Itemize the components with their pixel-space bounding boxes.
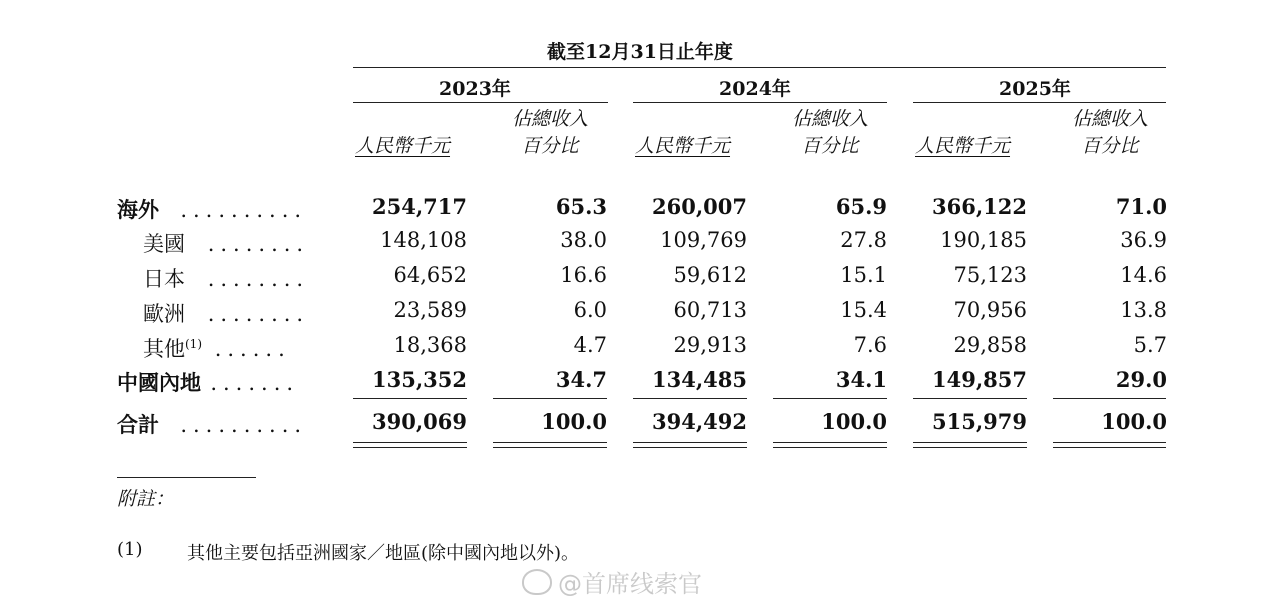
cell-usa-2024-pct: 27.8 xyxy=(840,228,887,252)
cell-usa-2025-pct: 36.9 xyxy=(1120,228,1167,252)
total-rule-6 xyxy=(1053,398,1166,399)
double-rule-top-1 xyxy=(353,442,467,443)
leader-dots: .......... xyxy=(180,198,308,222)
subheader-pct-line2: 百分比 xyxy=(801,135,859,157)
leader-dots: .......... xyxy=(180,413,308,437)
double-rule-bottom-3 xyxy=(633,447,747,448)
subheader-pct-2024 xyxy=(775,106,885,160)
cell-mainland-2025-pct: 29.0 xyxy=(1115,367,1167,392)
cell-mainland-2023-pct: 34.7 xyxy=(555,367,607,392)
double-rule-top-3 xyxy=(633,442,747,443)
year-2025: 2025年 xyxy=(999,78,1071,100)
subheader-pct-line1: 佔總收入 xyxy=(1071,108,1148,130)
cell-europe-2025-rmb: 70,956 xyxy=(953,298,1027,322)
total-rule-5 xyxy=(913,398,1027,399)
year-2023: 2023年 xyxy=(439,78,511,100)
year-2024: 2024年 xyxy=(719,78,791,100)
watermark xyxy=(522,564,702,599)
row-label-total xyxy=(117,409,307,439)
row-label-text: 日本 xyxy=(143,267,185,291)
period-heading: 截至12月31日止年度 xyxy=(547,41,733,63)
cell-others-2023-rmb: 18,368 xyxy=(393,333,467,357)
cell-japan-2025-pct: 14.6 xyxy=(1120,263,1167,287)
cell-others-2023-pct: 4.7 xyxy=(573,333,607,357)
double-rule-bottom-5 xyxy=(913,447,1027,448)
subheader-pct-line1: 佔總收入 xyxy=(791,108,868,130)
year-rule-2024 xyxy=(633,102,887,103)
cell-overseas-2025-pct: 71.0 xyxy=(1115,194,1167,219)
weibo-icon xyxy=(522,569,552,595)
cell-japan-2024-rmb: 59,612 xyxy=(673,263,747,287)
cell-usa-2024-rmb: 109,769 xyxy=(660,228,747,252)
subheader-rmb-2023: 人民幣千元 xyxy=(355,135,451,157)
cell-europe-2023-pct: 6.0 xyxy=(573,298,607,322)
row-label-overseas xyxy=(117,194,307,224)
cell-overseas-2023-rmb: 254,717 xyxy=(372,194,467,219)
subheader-pct-line2: 百分比 xyxy=(1081,135,1139,157)
footnote-marker: (1) xyxy=(117,539,143,560)
cell-overseas-2024-pct: 65.9 xyxy=(835,194,887,219)
leader-dots: ....... xyxy=(210,371,300,395)
double-rule-top-5 xyxy=(913,442,1027,443)
footnote-ref: (1) xyxy=(185,337,202,351)
notes-separator xyxy=(117,477,256,478)
notes-title: 附註： xyxy=(117,488,175,510)
row-label-europe xyxy=(143,298,309,328)
watermark-text: @首席线索官 xyxy=(558,570,702,598)
row-label-text: 歐洲 xyxy=(143,302,185,326)
cell-others-2024-rmb: 29,913 xyxy=(673,333,747,357)
cell-total-2025-pct: 100.0 xyxy=(1101,409,1167,434)
double-rule-top-6 xyxy=(1053,442,1166,443)
cell-total-2023-pct: 100.0 xyxy=(541,409,607,434)
cell-overseas-2025-rmb: 366,122 xyxy=(932,194,1027,219)
row-label-text: 美國 xyxy=(143,232,185,256)
cell-others-2025-pct: 5.7 xyxy=(1133,333,1167,357)
cell-japan-2023-rmb: 64,652 xyxy=(393,263,467,287)
row-label-text: 合計 xyxy=(117,412,159,437)
cell-mainland-2025-rmb: 149,857 xyxy=(932,367,1027,392)
leader-dots: ........ xyxy=(207,267,310,291)
cell-mainland-2023-rmb: 135,352 xyxy=(372,367,467,392)
double-rule-bottom-6 xyxy=(1053,447,1166,448)
cell-others-2024-pct: 7.6 xyxy=(853,333,887,357)
row-label-others xyxy=(143,333,291,363)
subheader-pct-2023 xyxy=(495,106,605,160)
cell-europe-2024-rmb: 60,713 xyxy=(673,298,747,322)
cell-mainland-2024-pct: 34.1 xyxy=(835,367,887,392)
row-label-usa xyxy=(143,228,309,258)
cell-others-2025-rmb: 29,858 xyxy=(953,333,1027,357)
subheader-rmb-2025: 人民幣千元 xyxy=(915,135,1011,157)
year-rule-2025 xyxy=(913,102,1166,103)
leader-dots: ........ xyxy=(207,302,310,326)
cell-japan-2025-rmb: 75,123 xyxy=(953,263,1027,287)
cell-total-2023-rmb: 390,069 xyxy=(372,409,467,434)
cell-usa-2025-rmb: 190,185 xyxy=(940,228,1027,252)
double-rule-top-2 xyxy=(493,442,607,443)
leader-dots: ...... xyxy=(214,337,291,361)
footnote-text: 其他主要包括亞洲國家／地區(除中國內地以外)。 xyxy=(187,543,580,564)
total-rule-2 xyxy=(493,398,607,399)
row-label-text: 中國內地 xyxy=(117,370,201,395)
cell-overseas-2023-pct: 65.3 xyxy=(555,194,607,219)
row-label-japan xyxy=(143,263,309,293)
cell-europe-2025-pct: 13.8 xyxy=(1120,298,1167,322)
cell-total-2024-pct: 100.0 xyxy=(821,409,887,434)
cell-mainland-2024-rmb: 134,485 xyxy=(652,367,747,392)
cell-usa-2023-pct: 38.0 xyxy=(560,228,607,252)
total-rule-3 xyxy=(633,398,747,399)
cell-overseas-2024-rmb: 260,007 xyxy=(652,194,747,219)
cell-japan-2023-pct: 16.6 xyxy=(560,263,607,287)
leader-dots: ........ xyxy=(207,232,310,256)
cell-europe-2023-rmb: 23,589 xyxy=(393,298,467,322)
cell-total-2024-rmb: 394,492 xyxy=(652,409,747,434)
subheader-pct-line1: 佔總收入 xyxy=(511,108,588,130)
total-rule-4 xyxy=(773,398,887,399)
year-rule-2023 xyxy=(353,102,608,103)
subheader-rmb-2024: 人民幣千元 xyxy=(635,135,731,157)
cell-usa-2023-rmb: 148,108 xyxy=(380,228,467,252)
double-rule-bottom-2 xyxy=(493,447,607,448)
total-rule-1 xyxy=(353,398,467,399)
row-label-mainland-china xyxy=(117,367,299,397)
subheader-pct-2025 xyxy=(1055,106,1165,160)
double-rule-top-4 xyxy=(773,442,887,443)
cell-japan-2024-pct: 15.1 xyxy=(840,263,887,287)
header-rule xyxy=(353,67,1166,68)
cell-europe-2024-pct: 15.4 xyxy=(840,298,887,322)
double-rule-bottom-1 xyxy=(353,447,467,448)
double-rule-bottom-4 xyxy=(773,447,887,448)
subheader-pct-line2: 百分比 xyxy=(521,135,579,157)
row-label-text: 海外 xyxy=(117,197,159,222)
cell-total-2025-rmb: 515,979 xyxy=(932,409,1027,434)
row-label-text: 其他 xyxy=(143,337,185,361)
